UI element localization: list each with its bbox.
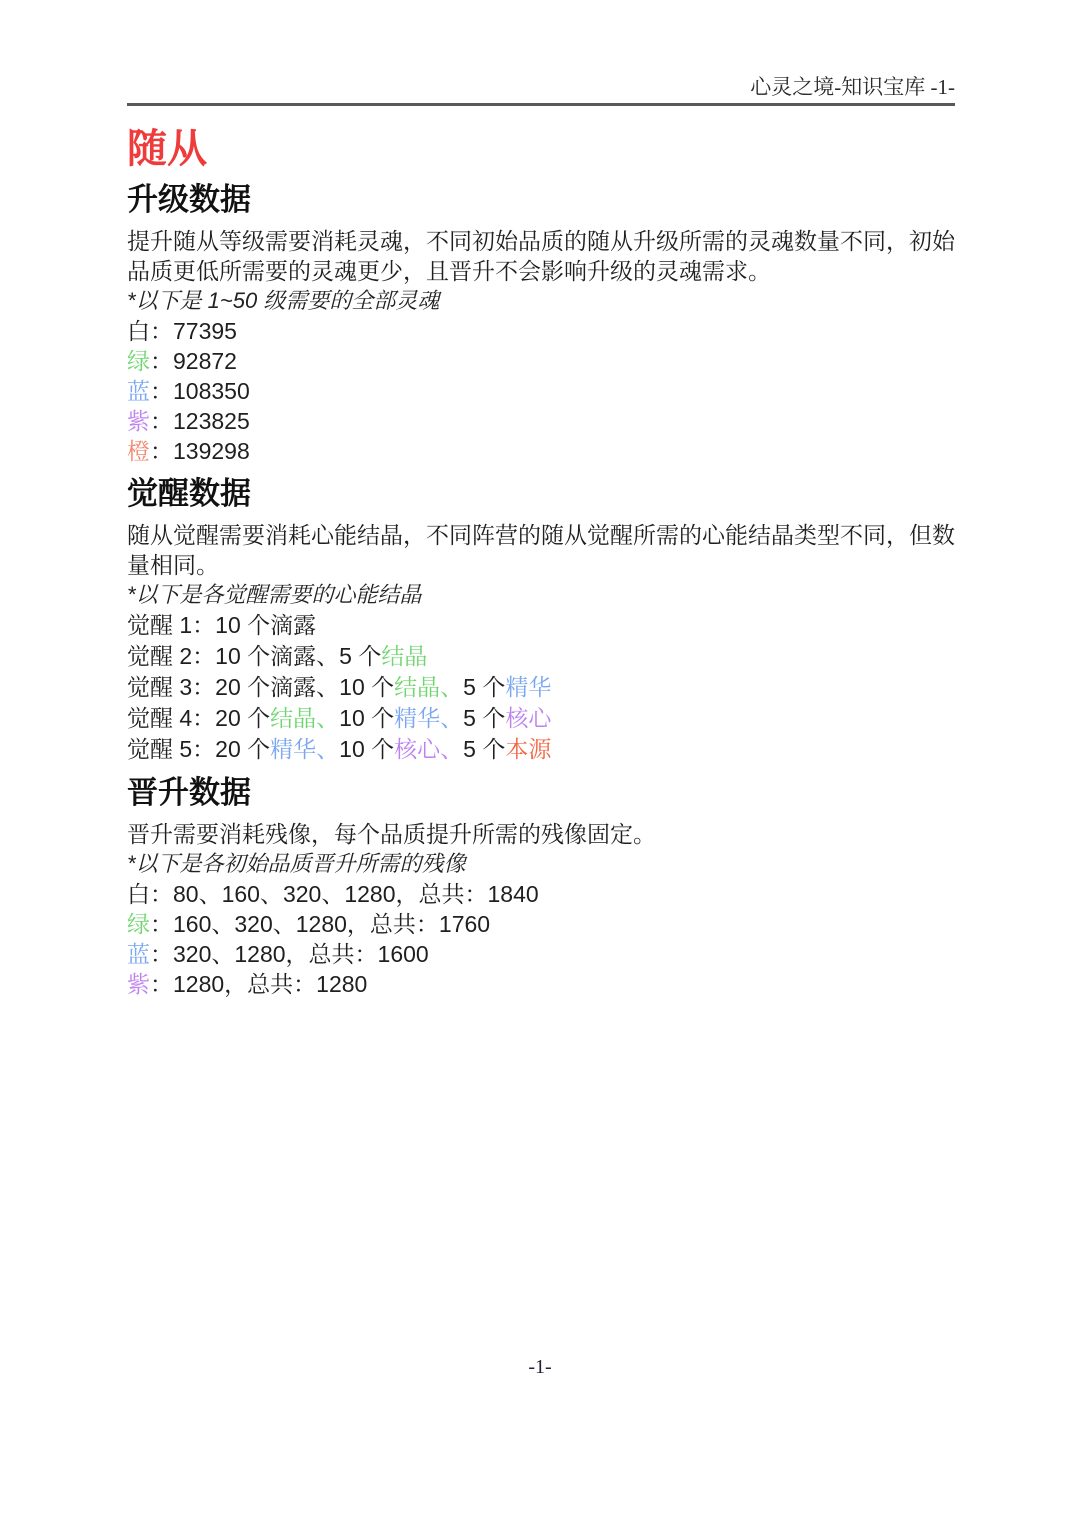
text-part: 5 个 bbox=[463, 736, 506, 762]
promote-lines bbox=[127, 879, 955, 999]
upgrade-lines bbox=[127, 316, 955, 466]
text-part: 觉醒 3：20 个滴露、10 个 bbox=[127, 674, 395, 700]
text-part: 紫 bbox=[127, 971, 150, 997]
section-upgrade-heading: 升级数据 bbox=[127, 182, 251, 217]
text-part: 觉醒 5：20 个 bbox=[127, 736, 271, 762]
text-part: 橙 bbox=[127, 438, 150, 464]
quality-line-green bbox=[127, 346, 955, 376]
text-part: 蓝 bbox=[127, 378, 150, 404]
text-part: 5 个 bbox=[463, 705, 506, 731]
text-part: ：139298 bbox=[150, 438, 250, 464]
text-part: 紫 bbox=[127, 408, 150, 434]
text-part: ：1280，总共：1280 bbox=[150, 971, 368, 997]
text-part: 结晶、 bbox=[270, 705, 340, 731]
section-upgrade-note: *以下是 1~50 级需要的全部灵魂 bbox=[127, 288, 440, 313]
doc-title: 随从 bbox=[127, 127, 207, 171]
text-part: ：320、1280，总共：1600 bbox=[150, 941, 429, 967]
awaken-line-5 bbox=[127, 734, 955, 765]
section-promote bbox=[127, 775, 955, 999]
text-part: 5 个 bbox=[463, 674, 506, 700]
text-part: 蓝 bbox=[127, 941, 150, 967]
text-part: 绿 bbox=[127, 348, 150, 374]
section-awaken-paragraph: 随从觉醒需要消耗心能结晶，不同阵营的随从觉醒所需的心能结晶类型不同，但数量相同。 bbox=[127, 522, 955, 578]
awaken-line-4 bbox=[127, 703, 955, 734]
text-part: 白：80、160、320、1280，总共：1840 bbox=[127, 881, 539, 907]
promote-line-blue bbox=[127, 939, 955, 969]
awaken-lines bbox=[127, 610, 955, 765]
text-part: 结晶、 bbox=[394, 674, 464, 700]
text-part: 精华、 bbox=[270, 736, 340, 762]
section-promote-heading: 晋升数据 bbox=[127, 775, 251, 810]
text-part: ：92872 bbox=[150, 348, 237, 374]
section-promote-note: *以下是各初始品质晋升所需的残像 bbox=[127, 851, 466, 876]
text-part: 核心 bbox=[505, 705, 552, 731]
section-upgrade-paragraph: 提升随从等级需要消耗灵魂，不同初始品质的随从升级所需的灵魂数量不同，初始品质更低所需要的灵魂更少，且晋升不会影响升级的灵魂需求。 bbox=[127, 228, 955, 284]
quality-line-white bbox=[127, 316, 955, 346]
awaken-line-2 bbox=[127, 641, 955, 672]
section-awaken-note: *以下是各觉醒需要的心能结晶 bbox=[127, 582, 422, 607]
text-part: ：160、320、1280，总共：1760 bbox=[150, 911, 491, 937]
quality-line-purple bbox=[127, 406, 955, 436]
text-part: 核心、 bbox=[394, 736, 464, 762]
text-part: ：108350 bbox=[150, 378, 250, 404]
page-number: -1- bbox=[528, 1356, 552, 1378]
promote-line-purple bbox=[127, 969, 955, 999]
quality-line-blue bbox=[127, 376, 955, 406]
text-part: 10 个 bbox=[339, 736, 395, 762]
page-content bbox=[127, 0, 955, 999]
awaken-line-1 bbox=[127, 610, 955, 641]
text-part: 觉醒 1：10 个滴露 bbox=[127, 612, 317, 638]
text-part: 觉醒 4：20 个 bbox=[127, 705, 271, 731]
text-part: ：123825 bbox=[150, 408, 250, 434]
quality-line-orange bbox=[127, 436, 955, 466]
section-awaken-heading: 觉醒数据 bbox=[127, 476, 251, 511]
section-upgrade bbox=[127, 182, 955, 466]
text-part: 精华、 bbox=[394, 705, 464, 731]
text-part: 绿 bbox=[127, 911, 150, 937]
section-awaken bbox=[127, 476, 955, 765]
text-part: 觉醒 2：10 个滴露、5 个 bbox=[127, 643, 382, 669]
promote-line-green bbox=[127, 909, 955, 939]
text-part: 结晶 bbox=[381, 643, 428, 669]
text-part: 精华 bbox=[505, 674, 552, 700]
section-promote-paragraph: 晋升需要消耗残像，每个品质提升所需的残像固定。 bbox=[127, 821, 656, 847]
header-rule bbox=[127, 103, 955, 106]
text-part: 白：77395 bbox=[127, 318, 237, 344]
text-part: 本源 bbox=[505, 736, 552, 762]
text-part: 10 个 bbox=[339, 705, 395, 731]
promote-line-white bbox=[127, 879, 955, 909]
awaken-line-3 bbox=[127, 672, 955, 703]
page-header: 心灵之境-知识宝库 -1- bbox=[750, 75, 955, 99]
